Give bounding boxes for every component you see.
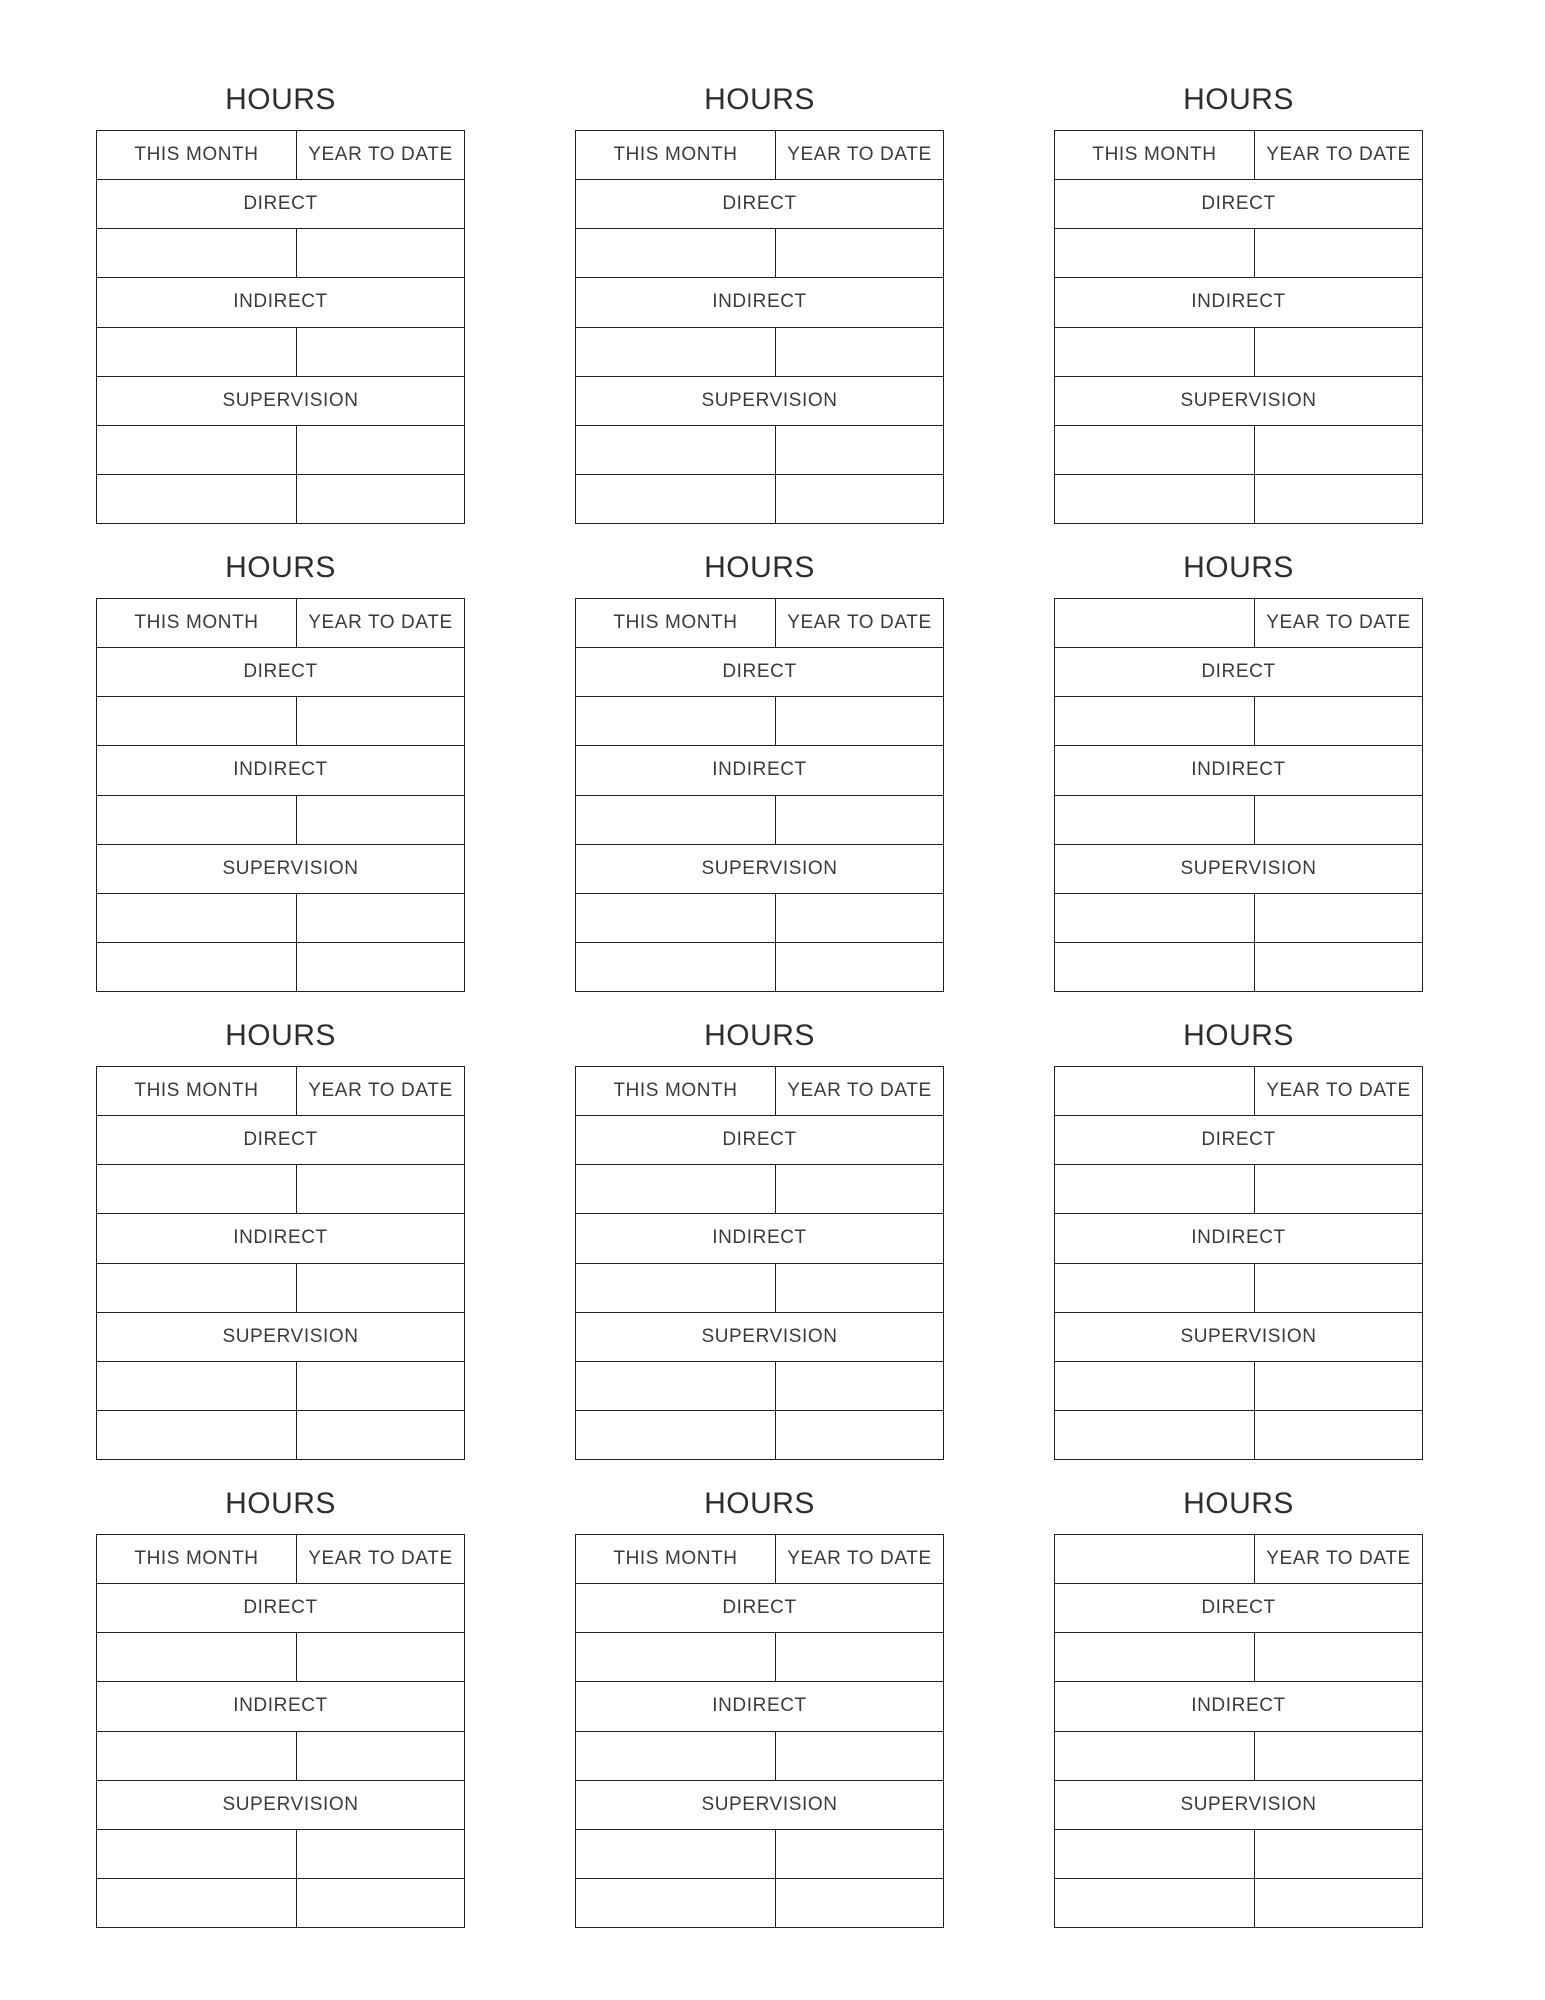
direct-label: DIRECT	[722, 661, 797, 683]
direct-label-row	[97, 1583, 464, 1632]
header-row	[97, 1535, 464, 1583]
supervision-entry-row	[576, 425, 943, 474]
indirect-this-month-cell[interactable]	[576, 1732, 776, 1780]
direct-this-month-cell[interactable]	[576, 229, 776, 277]
supervision-year-to-date-cell[interactable]	[1255, 1411, 1422, 1459]
supervision-label-row	[576, 844, 943, 893]
direct-this-month-cell[interactable]	[576, 697, 776, 745]
indirect-this-month-cell[interactable]	[97, 1732, 297, 1780]
this-month-header: THIS MONTH	[576, 1067, 776, 1115]
indirect-this-month-cell[interactable]	[97, 328, 297, 376]
this-month-header: THIS MONTH	[97, 1067, 297, 1115]
hours-card	[575, 82, 944, 524]
supervision-year-to-date-cell[interactable]	[297, 894, 464, 942]
hours-table	[1054, 598, 1423, 992]
supervision-entry-row	[1055, 1361, 1422, 1410]
direct-year-to-date-cell[interactable]	[297, 1165, 464, 1213]
supervision-label-row	[97, 844, 464, 893]
hours-card	[96, 550, 465, 992]
supervision-label-row	[97, 1312, 464, 1361]
year-to-date-header: YEAR TO DATE	[308, 1080, 453, 1102]
hours-title: HOURS	[225, 1487, 336, 1520]
hours-card	[96, 1486, 465, 1928]
hours-card	[1054, 1018, 1423, 1460]
direct-entry-row	[97, 1164, 464, 1213]
direct-entry-row	[576, 696, 943, 745]
supervision-year-to-date-cell[interactable]	[1255, 426, 1422, 474]
indirect-label: INDIRECT	[712, 1695, 807, 1717]
hours-title: HOURS	[704, 1487, 815, 1520]
supervision-year-to-date-cell[interactable]	[776, 1879, 943, 1927]
hours-card	[96, 82, 465, 524]
supervision-label: SUPERVISION	[701, 1325, 838, 1347]
indirect-label: INDIRECT	[1191, 1227, 1286, 1249]
supervision-year-to-date-cell[interactable]	[1255, 475, 1422, 523]
indirect-label: INDIRECT	[1191, 291, 1286, 313]
indirect-this-month-cell[interactable]	[1055, 796, 1255, 844]
supervision-year-to-date-cell[interactable]	[1255, 1362, 1422, 1410]
hours-table	[1054, 1066, 1423, 1460]
supervision-entry-row	[1055, 942, 1422, 991]
supervision-this-month-cell[interactable]	[1055, 1411, 1255, 1459]
indirect-year-to-date-cell[interactable]	[297, 1732, 464, 1780]
direct-entry-row	[97, 1632, 464, 1681]
indirect-label-row	[1055, 1681, 1422, 1730]
supervision-year-to-date-cell[interactable]	[776, 426, 943, 474]
supervision-entry-row	[1055, 1410, 1422, 1459]
hours-title: HOURS	[704, 1019, 815, 1052]
supervision-entry-row	[576, 1878, 943, 1927]
supervision-this-month-cell[interactable]	[576, 894, 776, 942]
indirect-year-to-date-cell[interactable]	[1255, 328, 1422, 376]
supervision-label-row	[1055, 1780, 1422, 1829]
supervision-label: SUPERVISION	[222, 1325, 359, 1347]
hours-card	[575, 1486, 944, 1928]
supervision-this-month-cell[interactable]	[1055, 894, 1255, 942]
indirect-this-month-cell[interactable]	[576, 1264, 776, 1312]
hours-table	[96, 1066, 465, 1460]
supervision-this-month-cell[interactable]	[576, 1411, 776, 1459]
supervision-this-month-cell[interactable]	[576, 475, 776, 523]
direct-entry-row	[576, 1164, 943, 1213]
direct-label: DIRECT	[1201, 193, 1276, 215]
supervision-year-to-date-cell[interactable]	[776, 894, 943, 942]
header-row	[576, 1067, 943, 1115]
direct-label: DIRECT	[243, 661, 318, 683]
supervision-year-to-date-cell[interactable]	[297, 475, 464, 523]
indirect-label: INDIRECT	[1191, 759, 1286, 781]
this-month-header	[1055, 599, 1255, 647]
header-row	[576, 131, 943, 179]
indirect-label-row	[1055, 745, 1422, 794]
supervision-entry-row	[576, 1410, 943, 1459]
indirect-label-row	[97, 1681, 464, 1730]
direct-label: DIRECT	[1201, 1597, 1276, 1619]
direct-label-row	[576, 1583, 943, 1632]
direct-this-month-cell[interactable]	[97, 229, 297, 277]
direct-year-to-date-cell[interactable]	[776, 1633, 943, 1681]
direct-year-to-date-cell[interactable]	[776, 697, 943, 745]
header-row	[97, 599, 464, 647]
indirect-label: INDIRECT	[233, 1695, 328, 1717]
indirect-entry-row	[1055, 795, 1422, 844]
header-row	[1055, 1535, 1422, 1583]
hours-table	[575, 1066, 944, 1460]
hours-title: HOURS	[1183, 551, 1294, 584]
direct-label-row	[1055, 179, 1422, 228]
direct-label-row	[1055, 647, 1422, 696]
direct-this-month-cell[interactable]	[97, 697, 297, 745]
hours-table	[96, 1534, 465, 1928]
hours-title: HOURS	[1183, 83, 1294, 116]
supervision-this-month-cell[interactable]	[576, 943, 776, 991]
supervision-year-to-date-cell[interactable]	[297, 1830, 464, 1878]
supervision-year-to-date-cell[interactable]	[776, 1362, 943, 1410]
indirect-this-month-cell[interactable]	[97, 796, 297, 844]
supervision-year-to-date-cell[interactable]	[1255, 894, 1422, 942]
this-month-header: THIS MONTH	[97, 599, 297, 647]
supervision-label: SUPERVISION	[701, 1793, 838, 1815]
hours-title: HOURS	[704, 83, 815, 116]
hours-table	[1054, 130, 1423, 524]
supervision-this-month-cell[interactable]	[97, 1879, 297, 1927]
supervision-entry-row	[97, 942, 464, 991]
hours-table	[96, 598, 465, 992]
this-month-header	[1055, 1067, 1255, 1115]
supervision-label-row	[576, 376, 943, 425]
hours-table	[575, 130, 944, 524]
this-month-header: THIS MONTH	[97, 131, 297, 179]
supervision-entry-row	[1055, 893, 1422, 942]
supervision-year-to-date-cell[interactable]	[776, 943, 943, 991]
supervision-label: SUPERVISION	[701, 389, 838, 411]
supervision-this-month-cell[interactable]	[97, 475, 297, 523]
supervision-year-to-date-cell[interactable]	[1255, 1879, 1422, 1927]
supervision-entry-row	[97, 1361, 464, 1410]
supervision-entry-row	[1055, 1878, 1422, 1927]
indirect-year-to-date-cell[interactable]	[297, 796, 464, 844]
direct-entry-row	[97, 696, 464, 745]
hours-title: HOURS	[704, 551, 815, 584]
supervision-entry-row	[576, 893, 943, 942]
hours-table	[575, 598, 944, 992]
indirect-entry-row	[97, 1263, 464, 1312]
supervision-entry-row	[97, 893, 464, 942]
year-to-date-header: YEAR TO DATE	[787, 1548, 932, 1570]
supervision-this-month-cell[interactable]	[1055, 475, 1255, 523]
this-month-header: THIS MONTH	[576, 131, 776, 179]
direct-this-month-cell[interactable]	[1055, 229, 1255, 277]
indirect-this-month-cell[interactable]	[97, 1264, 297, 1312]
header-row	[97, 1067, 464, 1115]
indirect-label: INDIRECT	[1191, 1695, 1286, 1717]
hours-card	[1054, 82, 1423, 524]
header-row	[1055, 599, 1422, 647]
indirect-this-month-cell[interactable]	[576, 328, 776, 376]
supervision-entry-row	[97, 425, 464, 474]
hours-title: HOURS	[225, 83, 336, 116]
direct-year-to-date-cell[interactable]	[297, 229, 464, 277]
direct-label-row	[97, 647, 464, 696]
indirect-label-row	[576, 745, 943, 794]
this-month-header: THIS MONTH	[1055, 131, 1255, 179]
direct-label-row	[576, 1115, 943, 1164]
supervision-label: SUPERVISION	[701, 857, 838, 879]
indirect-label: INDIRECT	[233, 1227, 328, 1249]
supervision-this-month-cell[interactable]	[97, 1362, 297, 1410]
direct-label: DIRECT	[722, 193, 797, 215]
direct-year-to-date-cell[interactable]	[297, 1633, 464, 1681]
direct-label: DIRECT	[243, 1129, 318, 1151]
direct-label-row	[1055, 1115, 1422, 1164]
supervision-year-to-date-cell[interactable]	[297, 1362, 464, 1410]
supervision-this-month-cell[interactable]	[1055, 943, 1255, 991]
supervision-this-month-cell[interactable]	[97, 1411, 297, 1459]
direct-year-to-date-cell[interactable]	[776, 1165, 943, 1213]
indirect-label-row	[97, 277, 464, 326]
indirect-entry-row	[1055, 327, 1422, 376]
supervision-this-month-cell[interactable]	[97, 943, 297, 991]
supervision-year-to-date-cell[interactable]	[776, 1411, 943, 1459]
indirect-label-row	[576, 1681, 943, 1730]
supervision-label: SUPERVISION	[1180, 1793, 1317, 1815]
indirect-label: INDIRECT	[233, 759, 328, 781]
direct-this-month-cell[interactable]	[97, 1633, 297, 1681]
direct-year-to-date-cell[interactable]	[297, 697, 464, 745]
direct-label: DIRECT	[722, 1597, 797, 1619]
supervision-year-to-date-cell[interactable]	[297, 426, 464, 474]
year-to-date-header: YEAR TO DATE	[308, 612, 453, 634]
supervision-label-row	[97, 376, 464, 425]
supervision-label-row	[97, 1780, 464, 1829]
supervision-label-row	[1055, 844, 1422, 893]
supervision-year-to-date-cell[interactable]	[297, 1879, 464, 1927]
indirect-label: INDIRECT	[712, 759, 807, 781]
indirect-this-month-cell[interactable]	[1055, 328, 1255, 376]
supervision-label-row	[576, 1312, 943, 1361]
indirect-year-to-date-cell[interactable]	[1255, 796, 1422, 844]
hours-title: HOURS	[1183, 1487, 1294, 1520]
supervision-entry-row	[97, 1878, 464, 1927]
supervision-year-to-date-cell[interactable]	[1255, 943, 1422, 991]
direct-entry-row	[1055, 696, 1422, 745]
indirect-label-row	[1055, 277, 1422, 326]
direct-year-to-date-cell[interactable]	[1255, 697, 1422, 745]
year-to-date-header: YEAR TO DATE	[787, 1080, 932, 1102]
direct-label-row	[97, 179, 464, 228]
hours-card	[96, 1018, 465, 1460]
direct-this-month-cell[interactable]	[97, 1165, 297, 1213]
supervision-this-month-cell[interactable]	[576, 1830, 776, 1878]
hours-title: HOURS	[225, 1019, 336, 1052]
indirect-entry-row	[576, 795, 943, 844]
direct-this-month-cell[interactable]	[576, 1633, 776, 1681]
this-month-header: THIS MONTH	[576, 1535, 776, 1583]
indirect-entry-row	[576, 1263, 943, 1312]
indirect-year-to-date-cell[interactable]	[776, 1732, 943, 1780]
indirect-year-to-date-cell[interactable]	[297, 328, 464, 376]
year-to-date-header: YEAR TO DATE	[308, 1548, 453, 1570]
supervision-entry-row	[576, 1829, 943, 1878]
indirect-this-month-cell[interactable]	[1055, 1264, 1255, 1312]
direct-label-row	[576, 179, 943, 228]
hours-card	[1054, 1486, 1423, 1928]
header-row	[97, 131, 464, 179]
indirect-label: INDIRECT	[233, 291, 328, 313]
direct-label: DIRECT	[1201, 661, 1276, 683]
direct-label: DIRECT	[1201, 1129, 1276, 1151]
indirect-entry-row	[576, 1731, 943, 1780]
direct-label: DIRECT	[243, 1597, 318, 1619]
direct-this-month-cell[interactable]	[1055, 1633, 1255, 1681]
supervision-this-month-cell[interactable]	[97, 426, 297, 474]
indirect-label-row	[576, 1213, 943, 1262]
header-row	[576, 1535, 943, 1583]
direct-entry-row	[1055, 1632, 1422, 1681]
supervision-this-month-cell[interactable]	[97, 894, 297, 942]
direct-label: DIRECT	[722, 1129, 797, 1151]
this-month-header	[1055, 1535, 1255, 1583]
supervision-year-to-date-cell[interactable]	[776, 1830, 943, 1878]
supervision-entry-row	[97, 1410, 464, 1459]
hours-table	[1054, 1534, 1423, 1928]
supervision-label: SUPERVISION	[222, 389, 359, 411]
indirect-entry-row	[576, 327, 943, 376]
year-to-date-header: YEAR TO DATE	[1266, 144, 1411, 166]
indirect-year-to-date-cell[interactable]	[297, 1264, 464, 1312]
indirect-label: INDIRECT	[712, 1227, 807, 1249]
indirect-label-row	[576, 277, 943, 326]
indirect-year-to-date-cell[interactable]	[776, 1264, 943, 1312]
year-to-date-header: YEAR TO DATE	[1266, 1548, 1411, 1570]
supervision-entry-row	[576, 474, 943, 523]
supervision-year-to-date-cell[interactable]	[1255, 1830, 1422, 1878]
supervision-label-row	[576, 1780, 943, 1829]
direct-entry-row	[576, 228, 943, 277]
hours-card	[575, 550, 944, 992]
year-to-date-header: YEAR TO DATE	[1266, 612, 1411, 634]
indirect-entry-row	[1055, 1263, 1422, 1312]
supervision-label-row	[1055, 1312, 1422, 1361]
this-month-header: THIS MONTH	[97, 1535, 297, 1583]
hours-title: HOURS	[225, 551, 336, 584]
supervision-entry-row	[97, 474, 464, 523]
direct-entry-row	[1055, 228, 1422, 277]
supervision-entry-row	[1055, 1829, 1422, 1878]
year-to-date-header: YEAR TO DATE	[308, 144, 453, 166]
direct-year-to-date-cell[interactable]	[1255, 1165, 1422, 1213]
direct-year-to-date-cell[interactable]	[1255, 229, 1422, 277]
supervision-year-to-date-cell[interactable]	[297, 943, 464, 991]
year-to-date-header: YEAR TO DATE	[1266, 1080, 1411, 1102]
direct-entry-row	[576, 1632, 943, 1681]
year-to-date-header: YEAR TO DATE	[787, 144, 932, 166]
supervision-entry-row	[1055, 425, 1422, 474]
direct-label-row	[576, 647, 943, 696]
indirect-this-month-cell[interactable]	[576, 796, 776, 844]
supervision-this-month-cell[interactable]	[576, 1879, 776, 1927]
supervision-this-month-cell[interactable]	[97, 1830, 297, 1878]
supervision-this-month-cell[interactable]	[1055, 1879, 1255, 1927]
supervision-entry-row	[1055, 474, 1422, 523]
indirect-label-row	[1055, 1213, 1422, 1262]
indirect-entry-row	[1055, 1731, 1422, 1780]
hours-table	[575, 1534, 944, 1928]
direct-year-to-date-cell[interactable]	[1255, 1633, 1422, 1681]
supervision-this-month-cell[interactable]	[1055, 1830, 1255, 1878]
direct-entry-row	[97, 228, 464, 277]
direct-label-row	[1055, 1583, 1422, 1632]
indirect-year-to-date-cell[interactable]	[1255, 1732, 1422, 1780]
supervision-this-month-cell[interactable]	[576, 1362, 776, 1410]
indirect-entry-row	[97, 1731, 464, 1780]
header-row	[576, 599, 943, 647]
year-to-date-header: YEAR TO DATE	[787, 612, 932, 634]
indirect-entry-row	[97, 327, 464, 376]
indirect-label: INDIRECT	[712, 291, 807, 313]
header-row	[1055, 131, 1422, 179]
supervision-label: SUPERVISION	[1180, 1325, 1317, 1347]
supervision-label: SUPERVISION	[1180, 857, 1317, 879]
supervision-this-month-cell[interactable]	[1055, 1362, 1255, 1410]
indirect-year-to-date-cell[interactable]	[1255, 1264, 1422, 1312]
supervision-label-row	[1055, 376, 1422, 425]
direct-entry-row	[1055, 1164, 1422, 1213]
supervision-label: SUPERVISION	[222, 1793, 359, 1815]
indirect-year-to-date-cell[interactable]	[776, 328, 943, 376]
direct-label-row	[97, 1115, 464, 1164]
hours-table	[96, 130, 465, 524]
direct-this-month-cell[interactable]	[1055, 697, 1255, 745]
direct-this-month-cell[interactable]	[1055, 1165, 1255, 1213]
supervision-this-month-cell[interactable]	[1055, 426, 1255, 474]
hours-card	[1054, 550, 1423, 992]
supervision-entry-row	[576, 1361, 943, 1410]
indirect-year-to-date-cell[interactable]	[776, 796, 943, 844]
header-row	[1055, 1067, 1422, 1115]
supervision-entry-row	[576, 942, 943, 991]
direct-label: DIRECT	[243, 193, 318, 215]
supervision-year-to-date-cell[interactable]	[776, 475, 943, 523]
direct-year-to-date-cell[interactable]	[776, 229, 943, 277]
supervision-label: SUPERVISION	[1180, 389, 1317, 411]
indirect-label-row	[97, 745, 464, 794]
indirect-label-row	[97, 1213, 464, 1262]
supervision-entry-row	[97, 1829, 464, 1878]
supervision-this-month-cell[interactable]	[576, 426, 776, 474]
direct-this-month-cell[interactable]	[576, 1165, 776, 1213]
hours-title: HOURS	[1183, 1019, 1294, 1052]
hours-card	[575, 1018, 944, 1460]
supervision-year-to-date-cell[interactable]	[297, 1411, 464, 1459]
indirect-this-month-cell[interactable]	[1055, 1732, 1255, 1780]
this-month-header: THIS MONTH	[576, 599, 776, 647]
supervision-label: SUPERVISION	[222, 857, 359, 879]
indirect-entry-row	[97, 795, 464, 844]
